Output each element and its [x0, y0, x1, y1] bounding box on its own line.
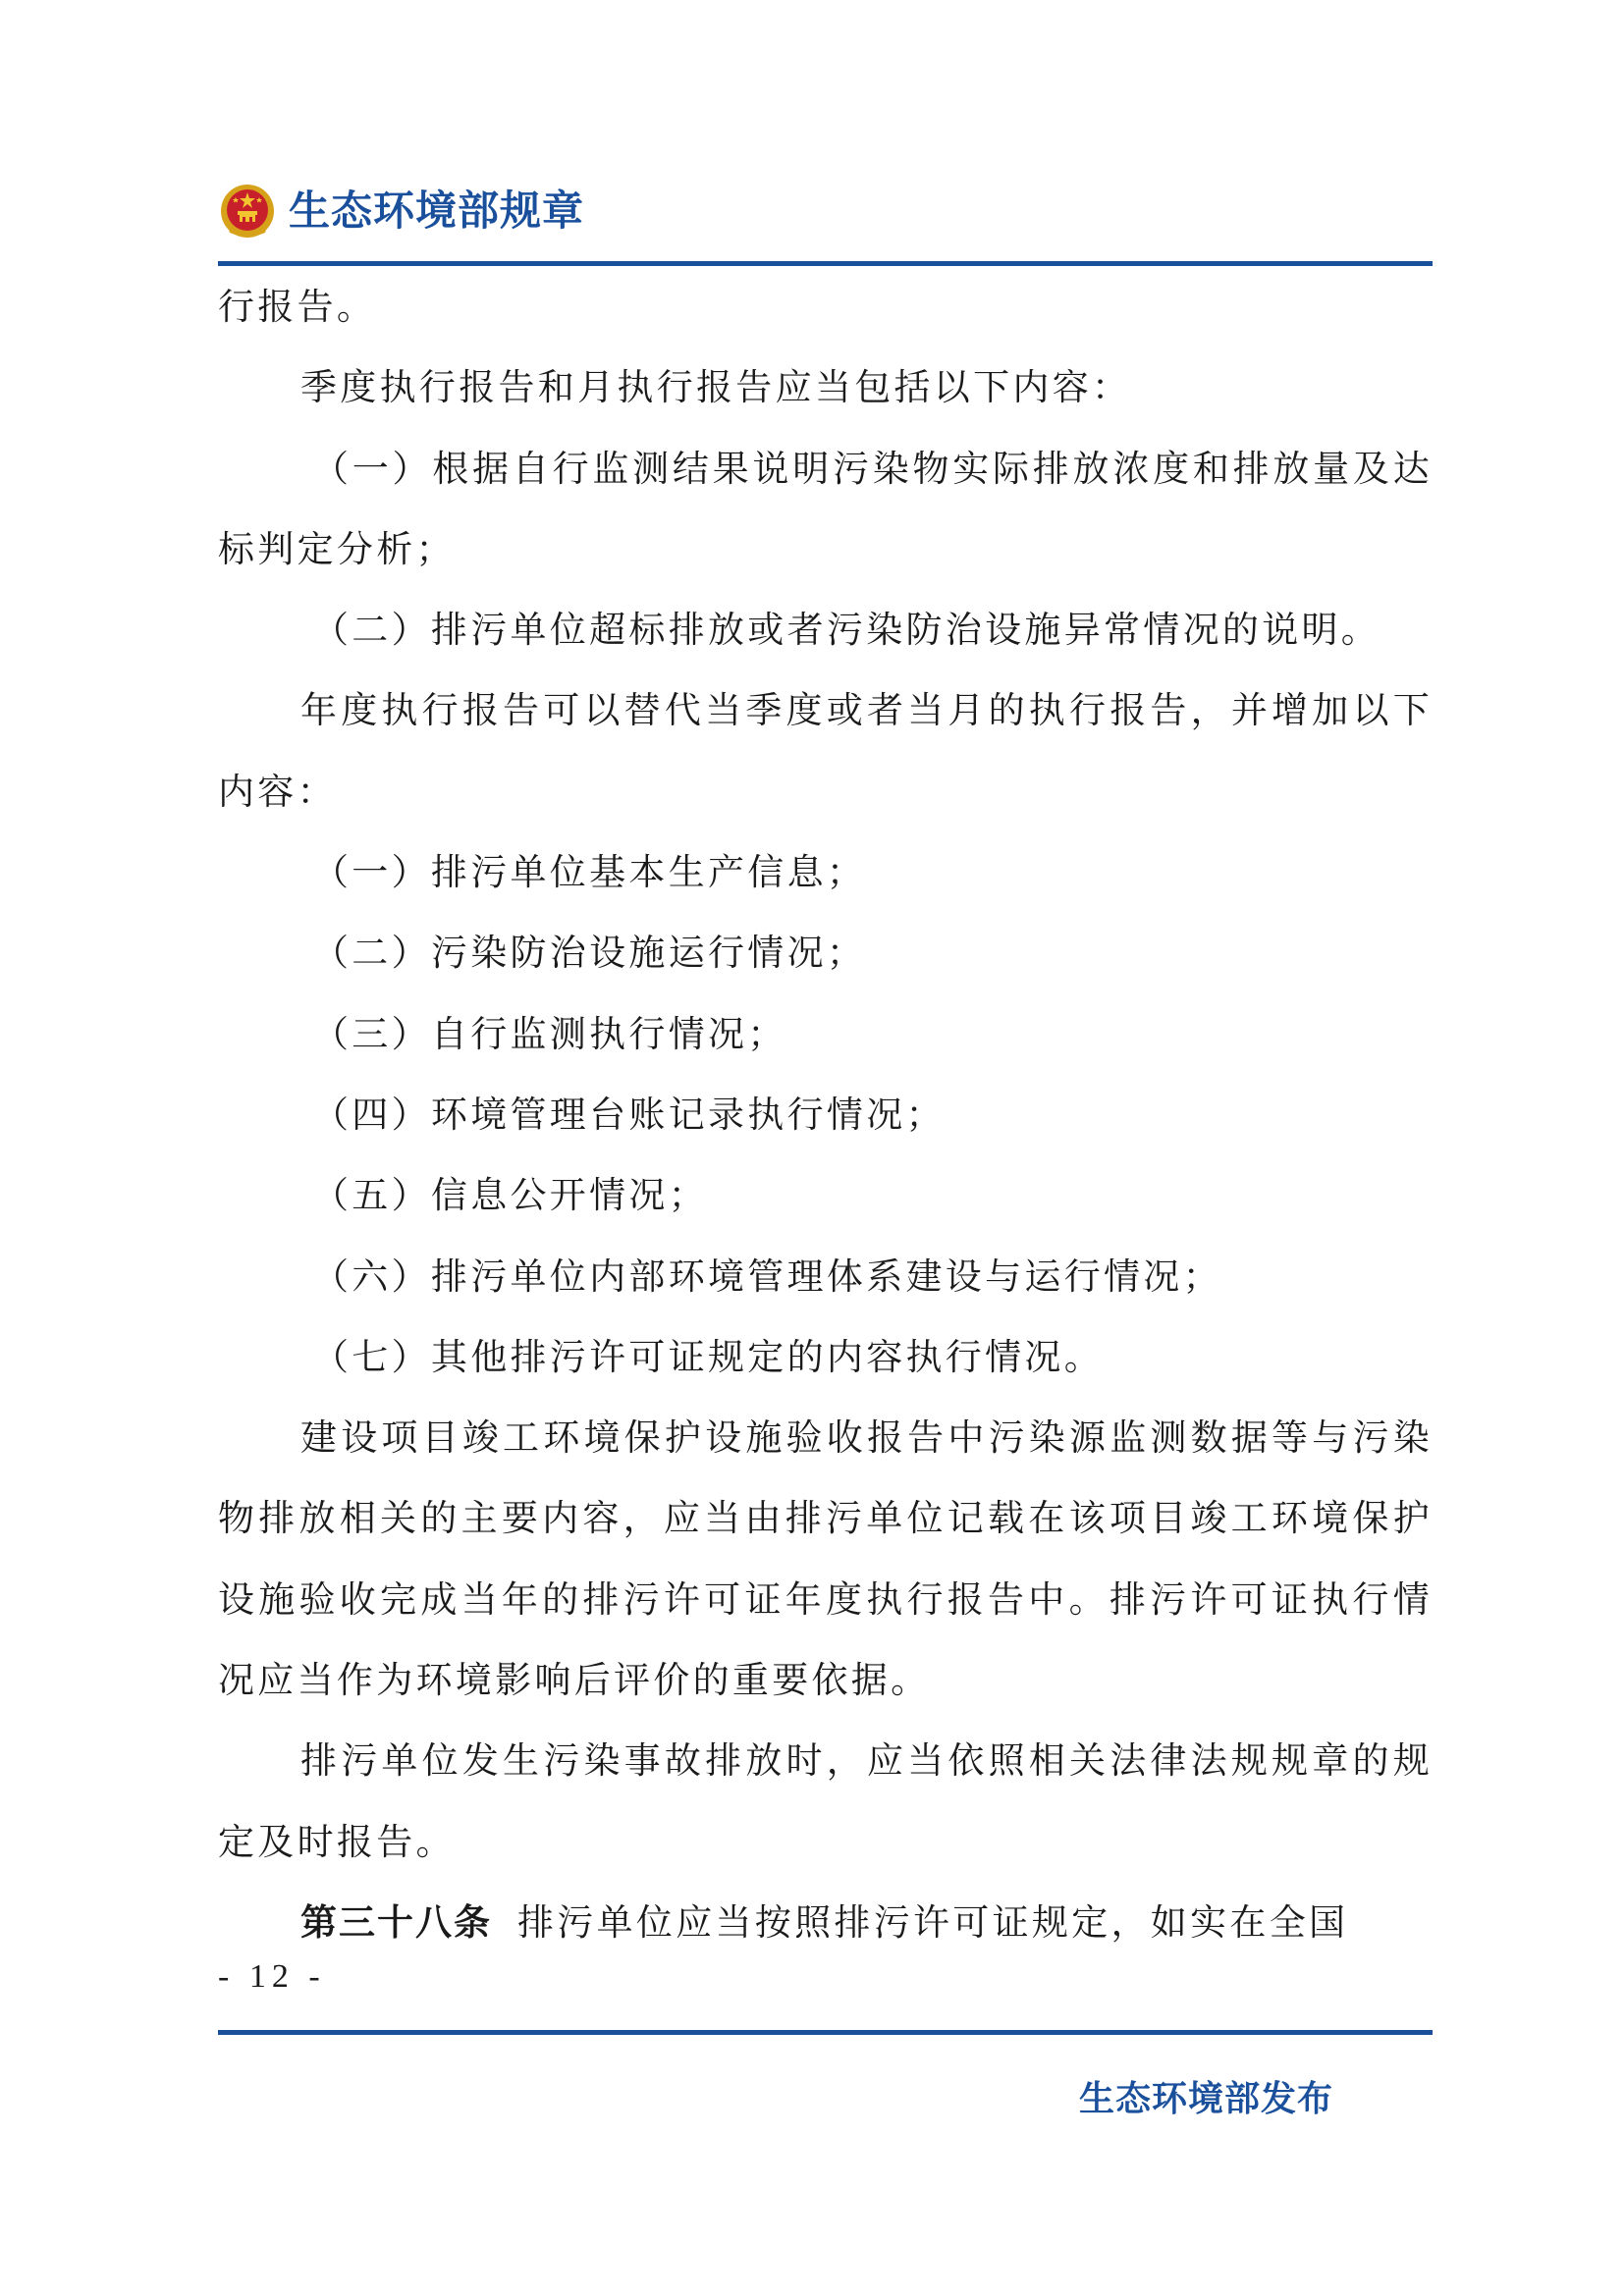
- paragraph: 排污单位发生污染事故排放时，应当依照相关法律法规规章的规定及时报告。: [218, 1739, 1433, 1863]
- page-header: [218, 177, 584, 245]
- paragraph: 季度执行报告和月执行报告应当包括以下内容：: [300, 366, 1132, 409]
- page-number: - 12 -: [218, 1958, 326, 1995]
- article-text: 排污单位应当按照排污许可证规定，如实在全国: [517, 1900, 1349, 1944]
- list-item: （二）污染防治设施运行情况；: [312, 932, 867, 975]
- article-number: 第三十八条: [300, 1900, 492, 1944]
- header-title: 生态环境部规章: [289, 187, 585, 235]
- list-item: （一）根据自行监测结果说明污染物实际排放浓度和排放量及达标判定分析；: [218, 447, 1433, 570]
- paragraph: 年度执行报告可以替代当季度或者当月的执行报告，并增加以下内容：: [218, 689, 1433, 813]
- footer-publisher: 生态环境部发布: [1078, 2078, 1333, 2119]
- list-item: （六）排污单位内部环境管理体系建设与运行情况；: [312, 1255, 1222, 1298]
- article-paragraph: [218, 1883, 1433, 1963]
- list-item: （二）排污单位超标排放或者污染防治设施异常情况的说明。: [312, 609, 1381, 652]
- list-item: （一）排污单位基本生产信息；: [312, 851, 867, 894]
- footer-divider: [218, 2030, 1433, 2035]
- national-emblem-icon: [218, 182, 277, 240]
- paragraph: 建设项目竣工环境保护设施验收报告中污染源监测数据等与污染物排放相关的主要内容，应当由排污单位记载在该项目竣工环境保护设施验收完成当年的排污许可证年度执行报告中。排污许可证执行情况应当作为环境影响后评价的重要依据。: [218, 1416, 1433, 1702]
- list-item: （五）信息公开情况；: [312, 1174, 708, 1217]
- list-item: （三）自行监测执行情况；: [312, 1012, 787, 1055]
- list-item: （七）其他排污许可证规定的内容执行情况。: [312, 1335, 1104, 1378]
- header-divider: [218, 261, 1433, 266]
- paragraph: 行报告。: [218, 286, 377, 328]
- document-body: [218, 267, 1433, 1963]
- list-item: （四）环境管理台账记录执行情况；: [312, 1093, 946, 1136]
